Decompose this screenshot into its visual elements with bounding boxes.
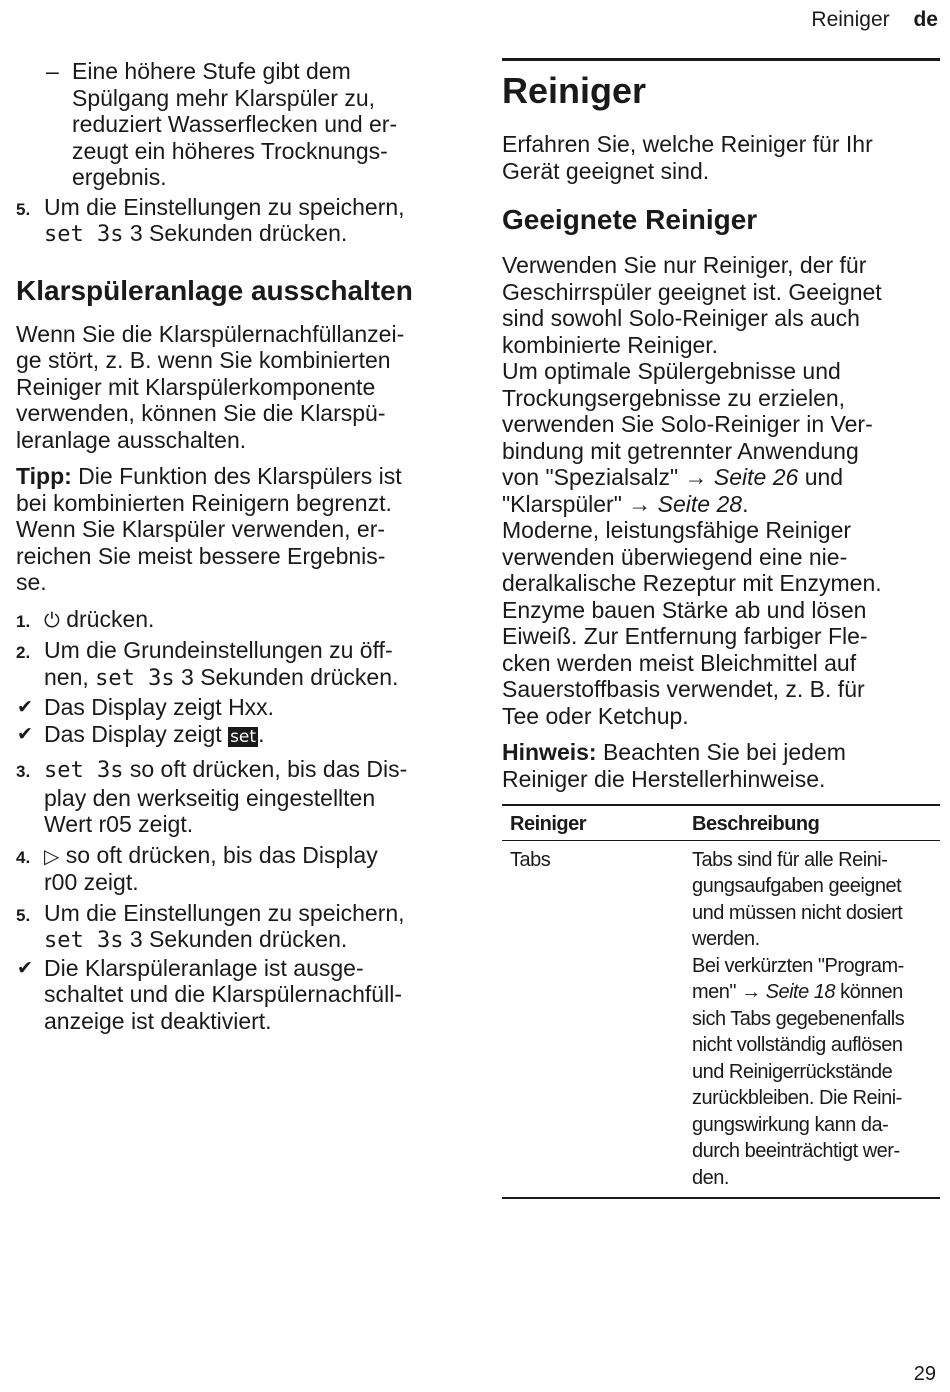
left-column: [16, 58, 456, 1034]
section-heading: Klarspüleranlage ausschalten: [16, 274, 413, 306]
paragraph: Verwenden Sie nur Reiniger, der für Geschirrspüler geeignet ist. Geeignet sind sowohl Solo-Reiniger als auch kombinierte Reiniger. Um optimale Spülergebnisse und Trockungsergebnisse zu erzielen, verwenden Sie Solo-Reiniger in Ver- bindung mit getrennter Anwendung von "Spezialsalz" → Seite 26 und "Klarspüler" → Seite 28. Moderne, leistungsfähige Reiniger verwenden überwiegend eine nie- deralkalische Rezeptur mit Enzymen. Enzyme bauen Stärke ab und lösen Eiweiß. Zur Entfernung farbiger Fle- cken werden meist Bleichmittel auf Sauerstoffbasis verwendet, z. B. für Tee oder Ketchup.: [502, 252, 882, 729]
column-header: Beschreibung: [692, 813, 820, 835]
set-3s-key: set 3s: [95, 665, 175, 691]
step-1: 1. ⏻ drücken.: [16, 605, 155, 632]
table-header-row: [502, 805, 940, 840]
step-3: 3. set 3s so oft drücken, bis das Dis- play den werkseitig eingestellten Wert r05 zeigt.: [16, 756, 408, 837]
tip-label: Tipp:: [16, 463, 72, 489]
note-paragraph: Hinweis: Beachten Sie bei jedem Reiniger die Herstellerhinweise.: [502, 739, 846, 792]
arrow-icon: →: [741, 981, 761, 1003]
table-cell-description: Tabs sind für alle Reini- gungsaufgaben geeignet und müssen nicht dosiert werden. Bei verkürzten "Program- men" → Seite 18 können sich Tabs gegebenenfalls nicht vollständig auflösen und Reinigerrückstände zurückbleiben. Die Reini- gungswirkung kann da- durch beeinträchtigt wer- den.: [692, 848, 905, 1189]
table-cell-name: Tabs: [510, 848, 551, 871]
detergent-table: [502, 804, 940, 1199]
page-header: [811, 8, 938, 32]
title-rule: [502, 58, 940, 61]
step-5-save: 5. Um die Einstellungen zu speichern, set 3s 3 Sekunden drücken.: [16, 193, 405, 247]
arrow-icon: →: [628, 490, 652, 517]
result-display-set: ✔ Das Display zeigt set.: [17, 720, 265, 747]
result-rinse-aid-off: ✔ Die Klarspüleranlage ist ausge- schaltet und die Klarspülernachfüll- anzeige ist deaktiviert.: [17, 954, 402, 1034]
set-3s-key: set 3s: [44, 928, 124, 953]
page-title: Reiniger: [502, 70, 647, 111]
next-arrow-icon: ▷: [44, 843, 60, 868]
tip-paragraph: Tipp: Die Funktion des Klarspülers ist bei kombinierten Reinigern begrenzt. Wenn Sie Klarspüler verwenden, er- reichen Sie meist bessere Ergebnis- se.: [16, 463, 402, 595]
step-4: 4. ▷ so oft drücken, bis das Display r00 zeigt.: [16, 841, 378, 895]
step-5-save-again: 5. Um die Einstellungen zu speichern, set 3s 3 Sekunden drücken.: [16, 899, 405, 953]
page-number: 29: [913, 1363, 936, 1385]
dash-list-item: – Eine höhere Stufe gibt dem Spülgang mehr Klarspüler zu, reduziert Wasserflecken und er- zeugt ein höheres Trocknungs- ergebnis.: [46, 58, 398, 190]
page-reference[interactable]: Seite 18: [760, 981, 836, 1003]
power-icon: ⏻: [44, 607, 60, 632]
check-icon: ✔: [17, 957, 33, 979]
subheading: Geeignete Reiniger: [502, 204, 758, 235]
page-reference[interactable]: Seite 26: [707, 464, 799, 490]
column-header: Reiniger: [510, 813, 587, 835]
check-icon: ✔: [17, 697, 33, 718]
check-icon: ✔: [17, 723, 33, 745]
table-row: [502, 840, 940, 1198]
page-reference[interactable]: Seite 28: [651, 490, 743, 517]
intro-paragraph: Erfahren Sie, welche Reiniger für Ihr Gerät geeignet sind.: [502, 131, 873, 184]
set-display-symbol: set: [230, 726, 257, 747]
set-3s-key: set 3s: [44, 758, 124, 783]
header-language: de: [913, 8, 938, 31]
note-label: Hinweis:: [502, 739, 597, 765]
header-section: Reiniger: [811, 8, 890, 31]
result-display-hxx: ✔ Das Display zeigt Hxx.: [17, 694, 275, 720]
step-2: 2. Um die Grundeinstellungen zu öff- nen, set 3s 3 Sekunden drücken.: [16, 637, 399, 691]
paragraph: Wenn Sie die Klarspülernachfüllanzei- ge stört, z. B. wenn Sie kombinierten Reiniger mit Klarspülerkomponente verwenden, können Sie die Klarspü- leranlage ausschalten.: [16, 320, 405, 453]
arrow-icon: →: [684, 464, 708, 490]
set-3s-key: set 3s: [44, 222, 124, 247]
right-column: [502, 58, 940, 1199]
